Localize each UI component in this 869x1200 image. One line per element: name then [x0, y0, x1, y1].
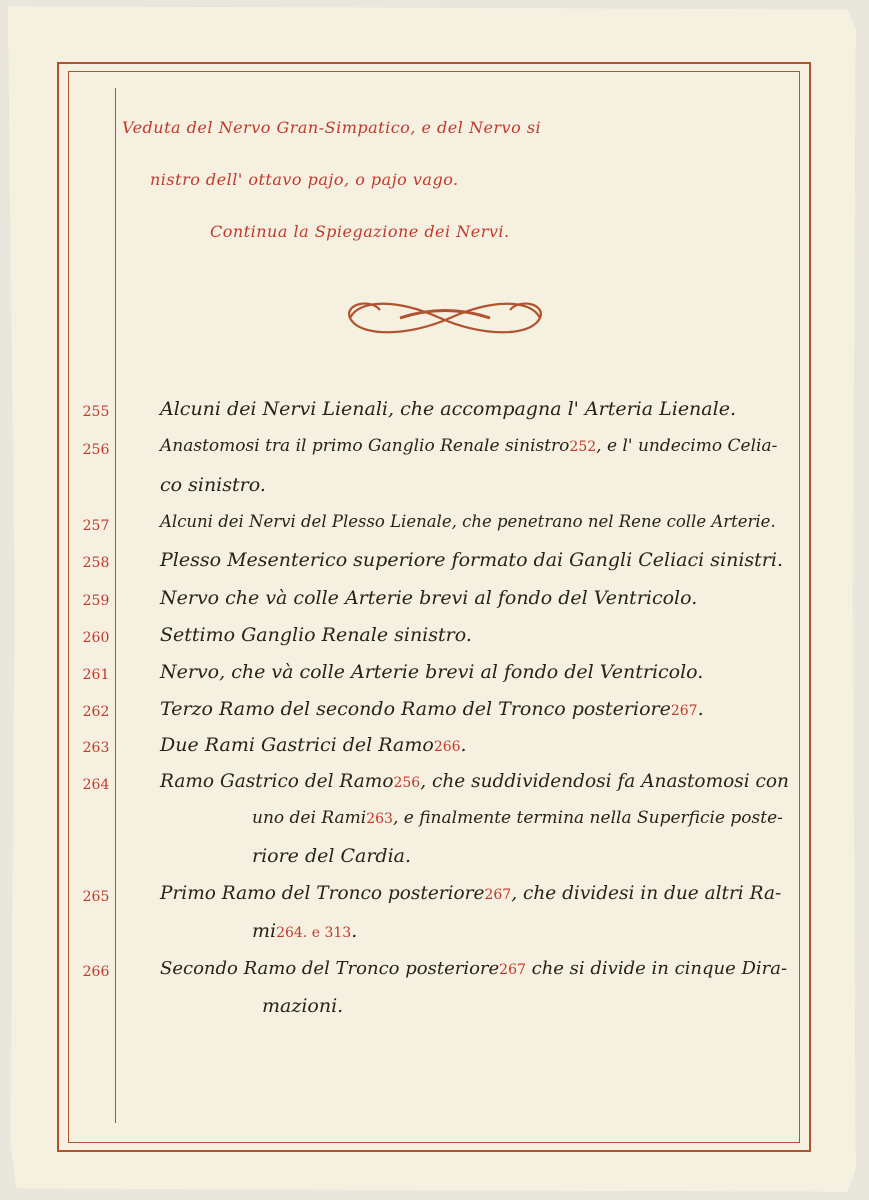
title-line-3: Continua la Spiegazione dei Nervi.	[210, 222, 510, 241]
entry-text-tail: , e finalmente termina nella Superficie poste-	[392, 808, 783, 828]
entry-text: Alcuni dei Nervi Lienali, che accompagna l' Arteria Lienale.	[160, 398, 736, 420]
entry-number: 266	[82, 964, 110, 980]
entry-number: 264	[82, 777, 110, 793]
entry-text-line	[160, 771, 789, 792]
entry-text-line	[160, 512, 776, 531]
entry-number: 258	[82, 555, 110, 571]
cross-reference-number: 267	[670, 703, 698, 719]
cross-reference-number: 267	[499, 962, 526, 978]
entry-text-tail: .	[697, 698, 704, 720]
entry-text: Settimo Ganglio Renale sinistro.	[160, 624, 472, 646]
entry-text-line	[160, 661, 703, 683]
entry-text-line	[262, 995, 343, 1017]
entry-number: 265	[82, 889, 110, 905]
entry-text-tail: , che dividesi in due altri Ra-	[511, 883, 782, 904]
entry-text-line	[160, 474, 266, 496]
entry-text-tail: , e l' undecimo Celia-	[596, 436, 778, 456]
entry-text: Alcuni dei Nervi del Plesso Lienale, che penetrano nel Rene colle Arterie.	[160, 512, 776, 531]
entry-text-line	[160, 398, 736, 420]
entry-text: mi	[252, 920, 277, 942]
cross-reference-number: 256	[393, 775, 421, 791]
entry-text-line	[252, 920, 357, 942]
entry-text: co sinistro.	[160, 474, 266, 496]
entry-text-line	[160, 587, 697, 609]
cross-reference-number: 252	[569, 439, 597, 455]
entry-text-tail: .	[351, 920, 358, 942]
entry-text-line	[160, 958, 787, 979]
title-line-2: nistro dell' ottavo pajo, o pajo vago.	[150, 170, 459, 189]
entry-text-line	[252, 845, 411, 867]
entry-text: riore del Cardia.	[252, 845, 412, 867]
entry-number: 261	[82, 667, 110, 683]
entry-text-line	[252, 808, 783, 828]
entry-text-line	[160, 883, 781, 904]
entry-text: uno dei Rami	[252, 808, 367, 828]
cross-reference-number: 267	[484, 887, 512, 903]
entry-number: 259	[82, 593, 110, 609]
entry-text-line	[160, 624, 472, 646]
entry-text-tail: , che suddividendosi fa Anastomosi con	[420, 771, 789, 792]
entry-text-line	[160, 698, 704, 720]
cross-reference-number: 264. e 313	[276, 925, 352, 941]
entry-number: 257	[82, 518, 110, 534]
entry-text: Plesso Mesenterico superiore formato dai Gangli Celiaci sinistri.	[160, 549, 783, 571]
entry-number: 256	[82, 442, 110, 458]
entry-text-line	[160, 734, 467, 756]
entry-number: 263	[82, 740, 110, 756]
cross-reference-number: 266	[433, 739, 461, 755]
entry-text: Primo Ramo del Tronco posteriore	[160, 883, 485, 904]
entry-text: Terzo Ramo del secondo Ramo del Tronco posteriore	[160, 698, 671, 720]
entry-text-line	[160, 549, 783, 571]
entry-text-line	[160, 436, 777, 456]
entry-text: Due Rami Gastrici del Ramo	[160, 734, 434, 756]
entry-text-tail: .	[460, 734, 467, 756]
entry-number: 255	[82, 404, 110, 420]
entry-number: 262	[82, 704, 110, 720]
entry-text: Nervo che và colle Arterie brevi al fondo del Ventricolo.	[160, 587, 698, 609]
calligraphic-flourish	[340, 292, 550, 344]
entry-number: 260	[82, 630, 110, 646]
cross-reference-number: 263	[366, 811, 393, 827]
entry-text: Anastomosi tra il primo Ganglio Renale sinistro	[160, 436, 570, 456]
entry-text-tail: che si divide in cinque Dira-	[525, 958, 788, 979]
entry-text: Secondo Ramo del Tronco posteriore	[160, 958, 500, 979]
entry-text: Nervo, che và colle Arterie brevi al fondo del Ventricolo.	[160, 661, 704, 683]
entry-text: mazioni.	[262, 995, 344, 1017]
title-line-1: Veduta del Nervo Gran-Simpatico, e del Nervo si	[122, 118, 542, 137]
entry-text: Ramo Gastrico del Ramo	[160, 771, 394, 792]
